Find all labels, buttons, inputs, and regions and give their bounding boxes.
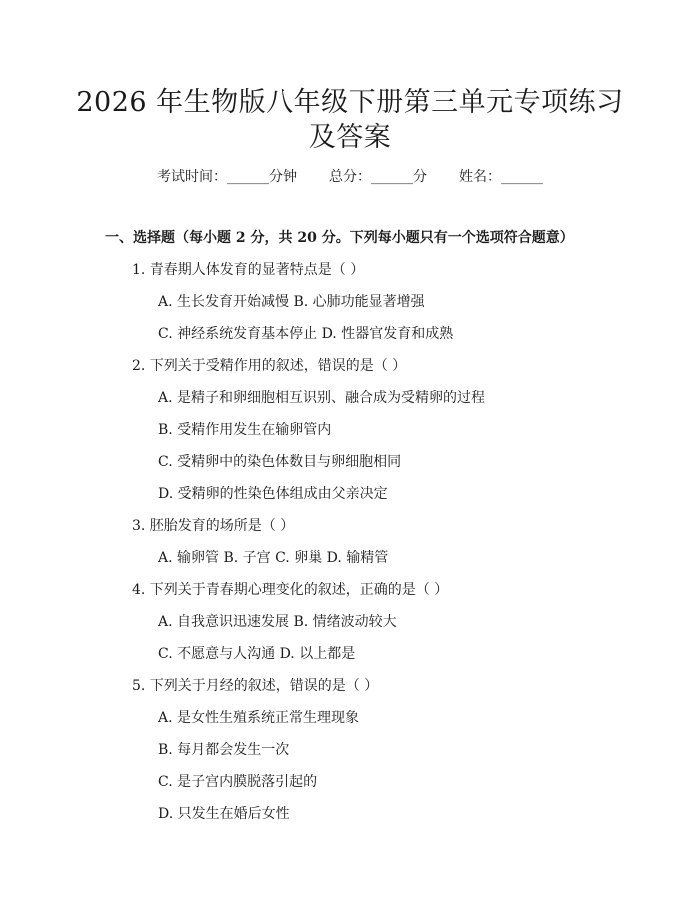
question-1-options-ab: A. 生长发育开始减慢 B. 心肺功能显著增强 [158, 294, 425, 310]
question-2-stem: 2. 下列关于受精作用的叙述，错误的是（ ） [132, 358, 407, 374]
question-5-option-b: B. 每月都会发生一次 [158, 742, 290, 758]
question-3-stem: 3. 胚胎发育的场所是（ ） [132, 518, 295, 534]
document-title-line2: 及答案 [308, 122, 392, 153]
question-1-stem: 1. 青春期人体发育的显著特点是（ ） [132, 262, 365, 278]
question-4-options-cd: C. 不愿意与人沟通 D. 以上都是 [158, 646, 356, 662]
question-4-options-ab: A. 自我意识迅速发展 B. 情绪波动较大 [158, 614, 397, 630]
exam-time-field: 考试时间：______分钟 [157, 169, 297, 185]
question-2-option-a: A. 是精子和卵细胞相互识别、融合成为受精卵的过程 [158, 390, 486, 406]
question-2-option-b: B. 受精作用发生在输卵管内 [158, 422, 332, 438]
question-1-options-cd: C. 神经系统发育基本停止 D. 性器官发育和成熟 [158, 326, 454, 342]
question-5-option-c: C. 是子宫内膜脱落引起的 [158, 774, 318, 790]
document-title-line1: 2026 年生物版八年级下册第三单元专项练习 [76, 87, 624, 118]
question-5-stem: 5. 下列关于月经的叙述，错误的是（ ） [132, 678, 379, 694]
total-score-field: 总分：______分 [329, 169, 427, 185]
question-5-option-a: A. 是女性生殖系统正常生理现象 [158, 710, 360, 726]
question-4-stem: 4. 下列关于青春期心理变化的叙述，正确的是（ ） [132, 582, 449, 598]
question-3-options: A. 输卵管 B. 子宫 C. 卵巢 D. 输精管 [158, 550, 389, 566]
question-2-option-d: D. 受精卵的性染色体组成由父亲决定 [158, 486, 388, 502]
student-name-field: 姓名：______ [459, 169, 543, 185]
question-5-option-d: D. 只发生在婚后女性 [158, 806, 290, 822]
question-2-option-c: C. 受精卵中的染色体数目与卵细胞相同 [158, 454, 402, 470]
exam-meta-row [0, 168, 700, 186]
section-heading-multiple-choice: 一、选择题（每小题 2 分，共 20 分。下列每小题只有一个选项符合题意） [105, 230, 574, 246]
